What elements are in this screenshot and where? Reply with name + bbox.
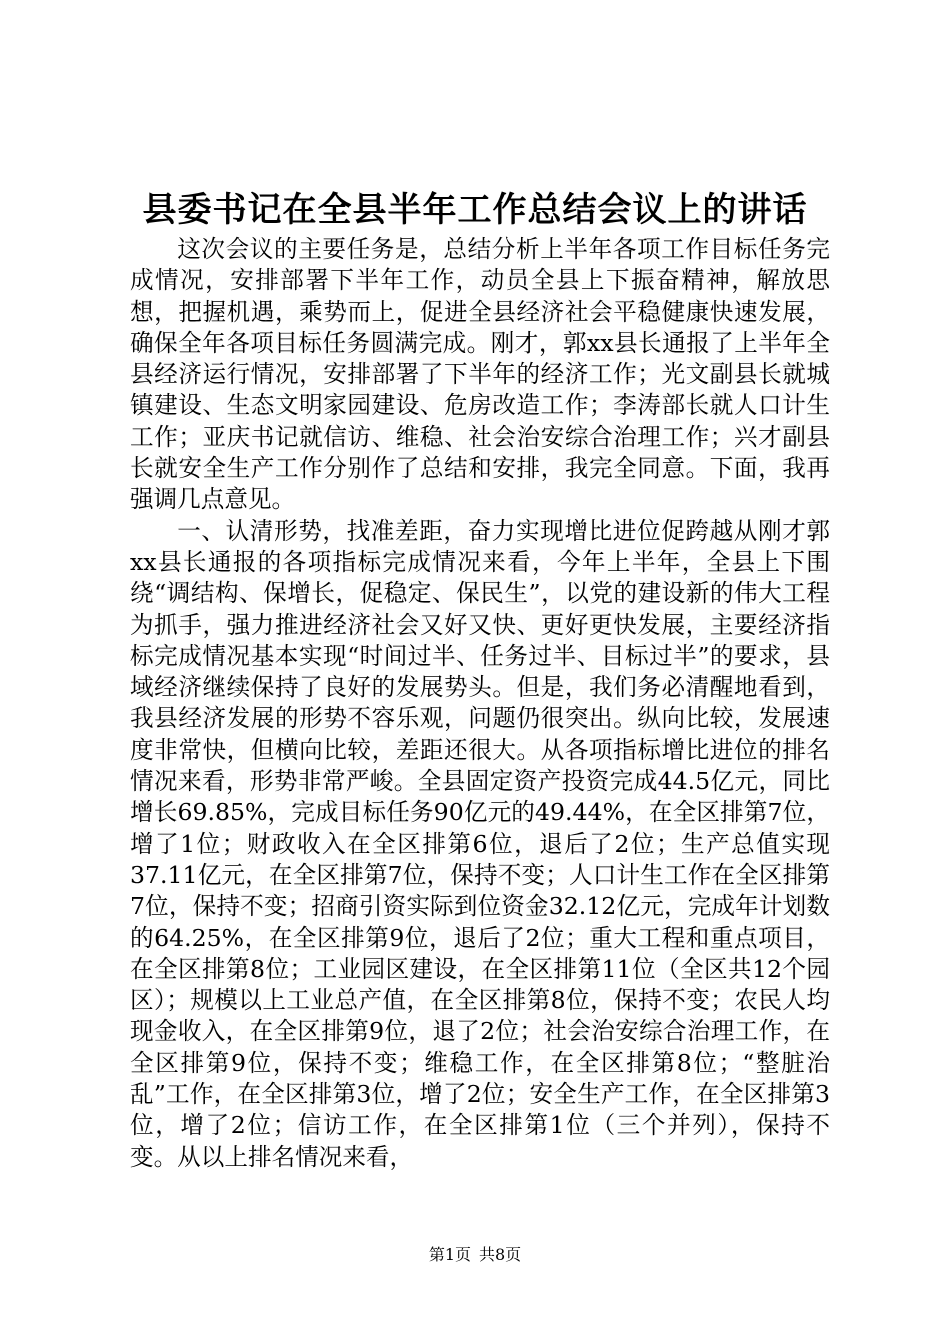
page-title: 县委书记在全县半年工作总结会议上的讲话 bbox=[142, 190, 808, 230]
paragraph-intro: 这次会议的主要任务是，总结分析上半年各项工作目标任务完成情况，安排部署下半年工作，动员全县上下振奋精神，解放思想，把握机遇，乘势而上，促进全县经济社会平稳健康快速发展，确保全年各项目标任务圆满完成。刚才，郭xx县长通报了上半年全县经济运行情况，安排部署了下半年的经济工作；光文副县长就城镇建设、生态文明家园建设、危房改造工作；李涛部长就人口计生工作；亚庆书记就信访、维稳、社会治安综合治理工作；兴才副县长就安全生产工作分别作了总结和安排，我完全同意。下面，我再强调几点意见。 bbox=[130, 235, 830, 514]
page-number-total: 共8页 bbox=[479, 1245, 522, 1264]
paragraph-section-one: 一、认清形势，找准差距，奋力实现增比进位促跨越从刚才郭xx县长通报的各项指标完成情况来看，今年上半年，全县上下围绕“调结构、保增长，促稳定、保民生”，以党的建设新的伟大工程为抓手，强力推进经济社会又好又快、更好更快发展，主要经济指标完成情况基本实现“时间过半、任务过半、目标过半”的要求，县域经济继续保持了良好的发展势头。但是，我们务必清醒地看到，我县经济发展的形势不容乐观，问题仍很突出。纵向比较，发展速度非常快，但横向比较，差距还很大。从各项指标增比进位的排名情况来看，形势非常严峻。全县固定资产投资完成44.5亿元，同比增长69.85%，完成目标任务90亿元的49.44%，在全区排第7位，增了1位；财政收入在全区排第6位，退后了2位；生产总值实现37.11亿元，在全区排第7位，保持不变；人口计生工作在全区排第7位，保持不变；招商引资实际到位资金32.12亿元，完成年计划数的64.25%，在全区排第9位，退后了2位；重大工程和重点项目，在全区排第8位；工业园区建设，在全区排第11位（全区共12个园区）；规模以上工业总产值，在全区排第8位，保持不变；农民人均现金收入，在全区排第9位，退了2位；社会治安综合治理工作，在全区排第9位，保持不变；维稳工作，在全区排第8位；“整脏治乱”工作，在全区排第3位，增了2位；安全生产工作，在全区排第3位，增了2位；信访工作，在全区排第1位（三个并列），保持不变。从以上排名情况来看， bbox=[130, 516, 830, 1171]
document-body bbox=[130, 234, 830, 1173]
page-number-current: 第1页 bbox=[428, 1245, 471, 1264]
page-footer bbox=[0, 1244, 950, 1266]
